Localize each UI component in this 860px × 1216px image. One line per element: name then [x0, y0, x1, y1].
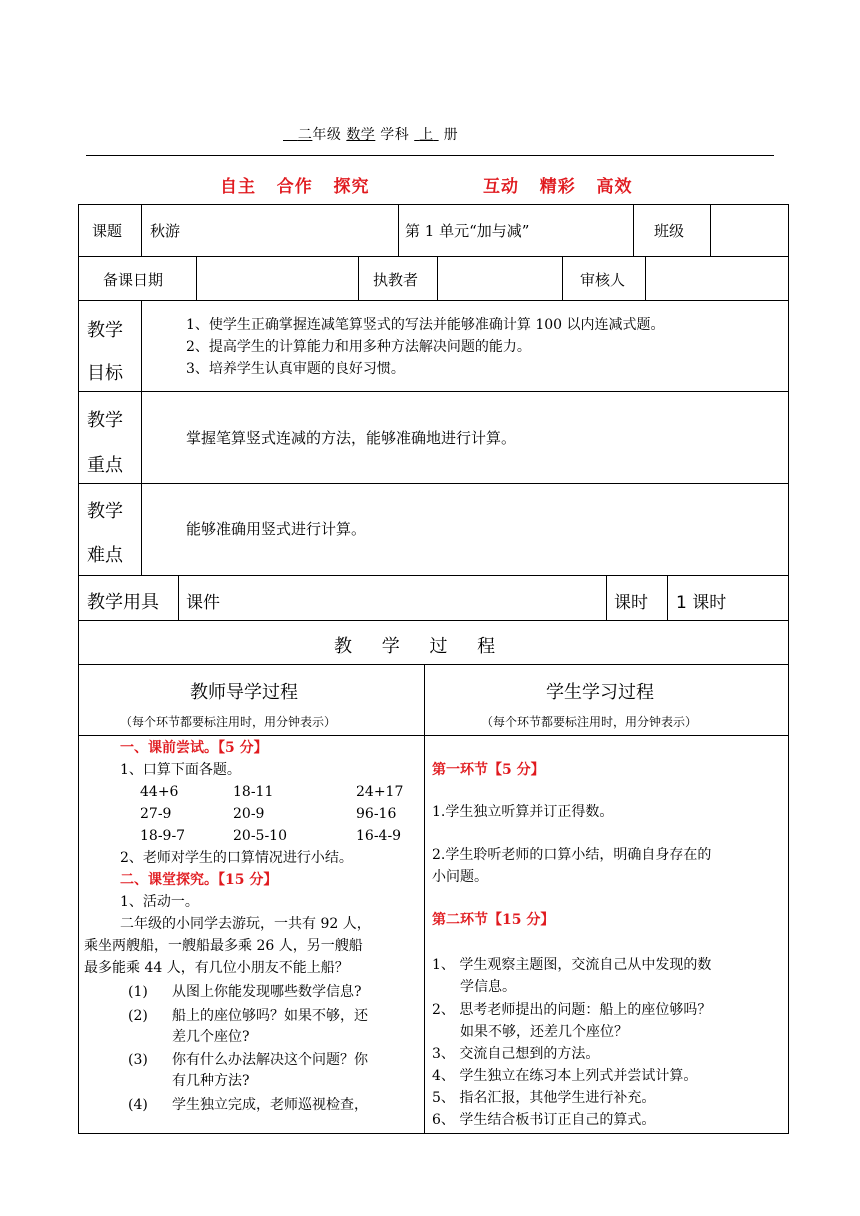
question-number: (2) [128, 1008, 148, 1024]
focus-label-1: 教学 [87, 410, 123, 431]
teacher-section-2-title: 二、课堂探究。【15 分】 [120, 872, 278, 888]
slogan-right: 互动 精彩 高效 [483, 177, 633, 197]
goal-item: 2、提高学生的计算能力和用多种方法解决问题的能力。 [186, 339, 531, 355]
subject-value: 数学 [346, 127, 376, 143]
process-title: 教 学 过 程 [334, 636, 497, 657]
grade-blank: 二 [297, 127, 313, 143]
student-p2-item: 1、 学生观察主题图，交流自己从中发现的数 [432, 957, 712, 973]
student-p2-item: 学信息。 [460, 979, 516, 995]
difficulty-label-1: 教学 [87, 501, 123, 522]
story-line: 二年级的小同学去游玩，一共有 92 人， [120, 916, 371, 932]
calc-item: 18-9-7 [140, 828, 186, 844]
student-phase-1-title: 第一环节【5 分】 [432, 762, 545, 778]
focus-label-2: 重点 [87, 455, 123, 476]
student-p1-a: 1.学生独立听算并订正得数。 [432, 804, 614, 820]
student-p2-item: 4、 学生独立在练习本上列式并尝试计算。 [432, 1068, 698, 1084]
teacher-label: 执教者 [373, 271, 419, 289]
calc-item: 24+17 [356, 784, 404, 800]
question-text: 有几种方法? [172, 1073, 250, 1089]
volume-value: 上 [419, 127, 434, 143]
calc-item: 18-11 [233, 784, 274, 800]
teacher-col-note: （每个环节都要标注用时，用分钟表示） [120, 715, 337, 729]
teacher-s1-item2: 2、老师对学生的口算情况进行小结。 [120, 850, 353, 866]
question-text: 差几个座位? [172, 1029, 250, 1045]
goal-item: 1、使学生正确掌握连减笔算竖式的写法并能够准确计算 100 以内连减式题。 [186, 317, 665, 333]
volume-suffix: 册 [438, 127, 459, 143]
topic-label: 课题 [92, 222, 123, 240]
question-text: 学生独立完成，老师巡视检查， [172, 1097, 368, 1113]
unit-value: 第 1 单元“加与减” [405, 222, 530, 240]
student-p2-item: 2、 思考老师提出的问题：船上的座位够吗？ [432, 1002, 712, 1018]
calc-item: 44+6 [140, 784, 179, 800]
teacher-s2-item1: 1、活动一。 [120, 894, 199, 910]
difficulty-label-2: 难点 [87, 545, 123, 566]
student-p1-b: 小问题。 [432, 869, 488, 885]
story-line: 最多能乘 44 人，有几位小朋友不能上船？ [84, 960, 349, 976]
calc-item: 27-9 [140, 806, 172, 822]
hours-value: 1 课时 [676, 593, 727, 613]
question-number: (3) [128, 1052, 148, 1068]
hours-label: 课时 [614, 593, 648, 613]
question-text: 你有什么办法解决这个问题？你 [172, 1052, 368, 1068]
teacher-s1-item1: 1、口算下面各题。 [120, 762, 241, 778]
calc-item: 16-4-9 [356, 828, 402, 844]
reviewer-label: 审核人 [580, 271, 626, 289]
student-col-note: （每个环节都要标注用时，用分钟表示） [481, 715, 698, 729]
goal-item: 3、培养学生认真审题的良好习惯。 [186, 361, 405, 377]
student-p2-item: 6、 学生结合板书订正自己的算式。 [432, 1112, 656, 1128]
document-header [283, 124, 458, 144]
goals-label-2: 目标 [87, 363, 123, 384]
date-label: 备课日期 [103, 271, 164, 289]
difficulty-text: 能够准确用竖式进行计算。 [186, 520, 367, 538]
student-phase-2-title: 第二环节【15 分】 [432, 912, 555, 928]
question-text: 从图上你能发现哪些数学信息? [172, 984, 362, 1000]
student-p2-item: 3、 交流自己想到的方法。 [432, 1046, 600, 1062]
question-number: (4) [128, 1097, 148, 1113]
tools-value: 课件 [186, 593, 220, 613]
student-p2-item: 5、 指名汇报，其他学生进行补充。 [432, 1090, 656, 1106]
calc-item: 20-5-10 [233, 828, 287, 844]
class-label: 班级 [654, 222, 685, 240]
student-p2-item: 如果不够，还差几个座位？ [460, 1024, 628, 1040]
calc-item: 20-9 [233, 806, 265, 822]
calc-item: 96-16 [356, 806, 397, 822]
header-rule [86, 155, 774, 156]
student-col-title: 学生学习过程 [546, 682, 654, 703]
teacher-section-1-title: 一、课前尝试。【5 分】 [120, 740, 268, 756]
question-number: (1) [128, 984, 148, 1000]
tools-label: 教学用具 [87, 592, 159, 613]
slogan-left: 自主 合作 探究 [220, 177, 370, 197]
question-text: 船上的座位够吗？如果不够，还 [172, 1008, 368, 1024]
teacher-col-title: 教师导学过程 [190, 682, 298, 703]
student-p1-b: 2.学生聆听老师的口算小结，明确自身存在的 [432, 847, 712, 863]
focus-text: 掌握笔算竖式连减的方法，能够准确地进行计算。 [186, 429, 517, 447]
topic-value: 秋游 [150, 222, 181, 240]
grade-suffix: 年级 [312, 127, 342, 143]
story-line: 乘坐两艘船，一艘船最多乘 26 人，另一艘船 [84, 938, 363, 954]
goals-label-1: 教学 [87, 320, 123, 341]
subject-suffix: 学科 [375, 127, 410, 143]
